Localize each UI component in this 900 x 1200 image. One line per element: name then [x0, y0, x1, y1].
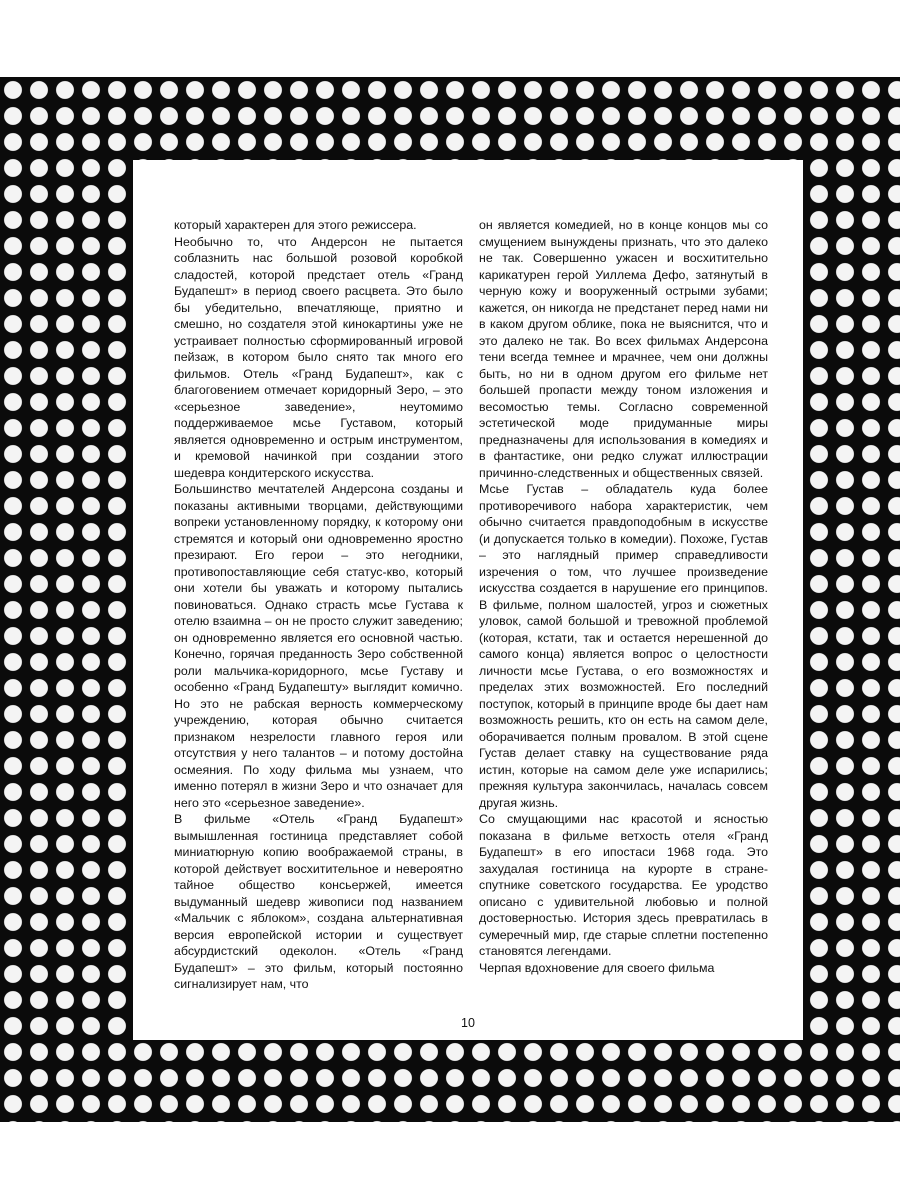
- paragraph: он является комедией, но в конце концов мы со смущением вынуждены признать, что это далеко не так. Совершенно ужасен и восхитительно карикатурен герой Уиллема Дефо, затянутый в черную кожу и вооруженный острыми зубами; кажется, он никогда не предстанет перед нами ни в каком другом облике, пока не выяснится, что и это далеко не так. Во всех фильмах Андерсона тени всегда темнее и мрачнее, чем они должны быть, но ни в одном другом его фильме нет большей пропасти между тоном изложения и весомостью темы. Согласно современной эстетической моде придуманные миры предназначены для использования в комедиях и в фантастике, они редко служат иллюстрации причинно-следственных и общественных связей.: [479, 218, 768, 480]
- paragraph: Черпая вдохновение для своего фильма: [479, 960, 715, 975]
- page-number: 10: [461, 1016, 475, 1030]
- page-content-panel: [133, 160, 803, 1040]
- paragraph: В фильме «Отель «Гранд Будапешт» вымышленная гостиница представляет собой миниатюрную копию воображаемой страны, в которой действует восхитительное и невероятно тайное общество консьержей, имеется выдуманный шедевр живописи под названием «Мальчик с яблоком», создана альтернативная версия европейской истории и существует абсурдистский одеколон. «Отель «Гранд Будапешт» – это фильм, который постоянно сигнализирует нам, что: [174, 812, 463, 991]
- text-column-right: [479, 217, 768, 976]
- text-column-left: [174, 217, 463, 993]
- paragraph: Большинство мечтателей Андерсона созданы и показаны активными творцами, действующими вопреки установленному порядку, к которому они стремятся и который они одновременно яростно презирают. Его герои – это негодники, противопоставляющие себя статус-кво, который они хотели бы уважать и которому пытались повиноваться. Однако страсть мсье Густава к отелю взаимна – он не просто служит заведению; он одновременно является его основной частью. Конечно, горячая преданность Зеро собственной роли мальчика-коридорного, мсье Густаву и особенно «Гранд Будапешту» выглядит комично. Но это не рабская верность коммерческому учреждению, которая обычно считается признаком незрелости главного героя или отсутствия у него талантов – и потому достойна осмеяния. По ходу фильма мы узнаем, что именно потерял в жизни Зеро и что означает для него это «серьезное заведение».: [174, 482, 463, 810]
- paragraph: Необычно то, что Андерсон не пытается соблазнить нас большой розовой коробкой сладостей, которой предстает отель «Гранд Будапешт» в период своего расцвета. Это было бы убедительно, впечатляюще, приятно и смешно, но создателя этой кинокартины уже не устраивает полностью сформированный игровой пейзаж, в котором было снято так много его фильмов. Отель «Гранд Будапешт», как с благоговением отмечает коридорный Зеро, – это «серьезное заведение», неутомимо поддерживаемое мсье Густавом, который является одновременно и острым инструментом, и кремовой начинкой при создании этого шедевра кондитерского искусства.: [174, 234, 463, 480]
- paragraph: Со смущающими нас красотой и ясностью показана в фильме ветхость отеля «Гранд Будапешт» в его ипостаси 1968 года. Это захудалая гостиница на курорте в стране-спутнике советского государства. Ее уродство описано с удивительной любовью и полной достоверностью. История здесь превратилась в сумеречный мир, где старые сплетни постепенно становятся легендами.: [479, 812, 768, 958]
- paragraph: Мсье Густав – обладатель куда более противоречивого набора характеристик, чем обычно считается правдоподобным в искусстве (и допускается только в комедии). Похоже, Густав – это наглядный пример справедливости изречения о том, что лучшее произведение искусства создается в нарушение его принципов. В фильме, полном шалостей, угроз и сюжетных уловок, самой большой и тревожной проблемой (которая, кстати, так и остается нерешенной до самого конца) является вопрос о целостности личности мсье Густава, о его возможностях и пределах этих возможностей. Его последний поступок, который в принципе вроде бы дает нам возможность решить, кто он есть на самом деле, оборачивается полным провалом. В этой сцене Густав делает ставку на существование ряда истин, которые на самом деле уже испарились; прежняя культура закончилась, началась совсем другая жизнь.: [479, 482, 768, 810]
- paragraph: который характерен для этого режиссера.: [174, 218, 417, 232]
